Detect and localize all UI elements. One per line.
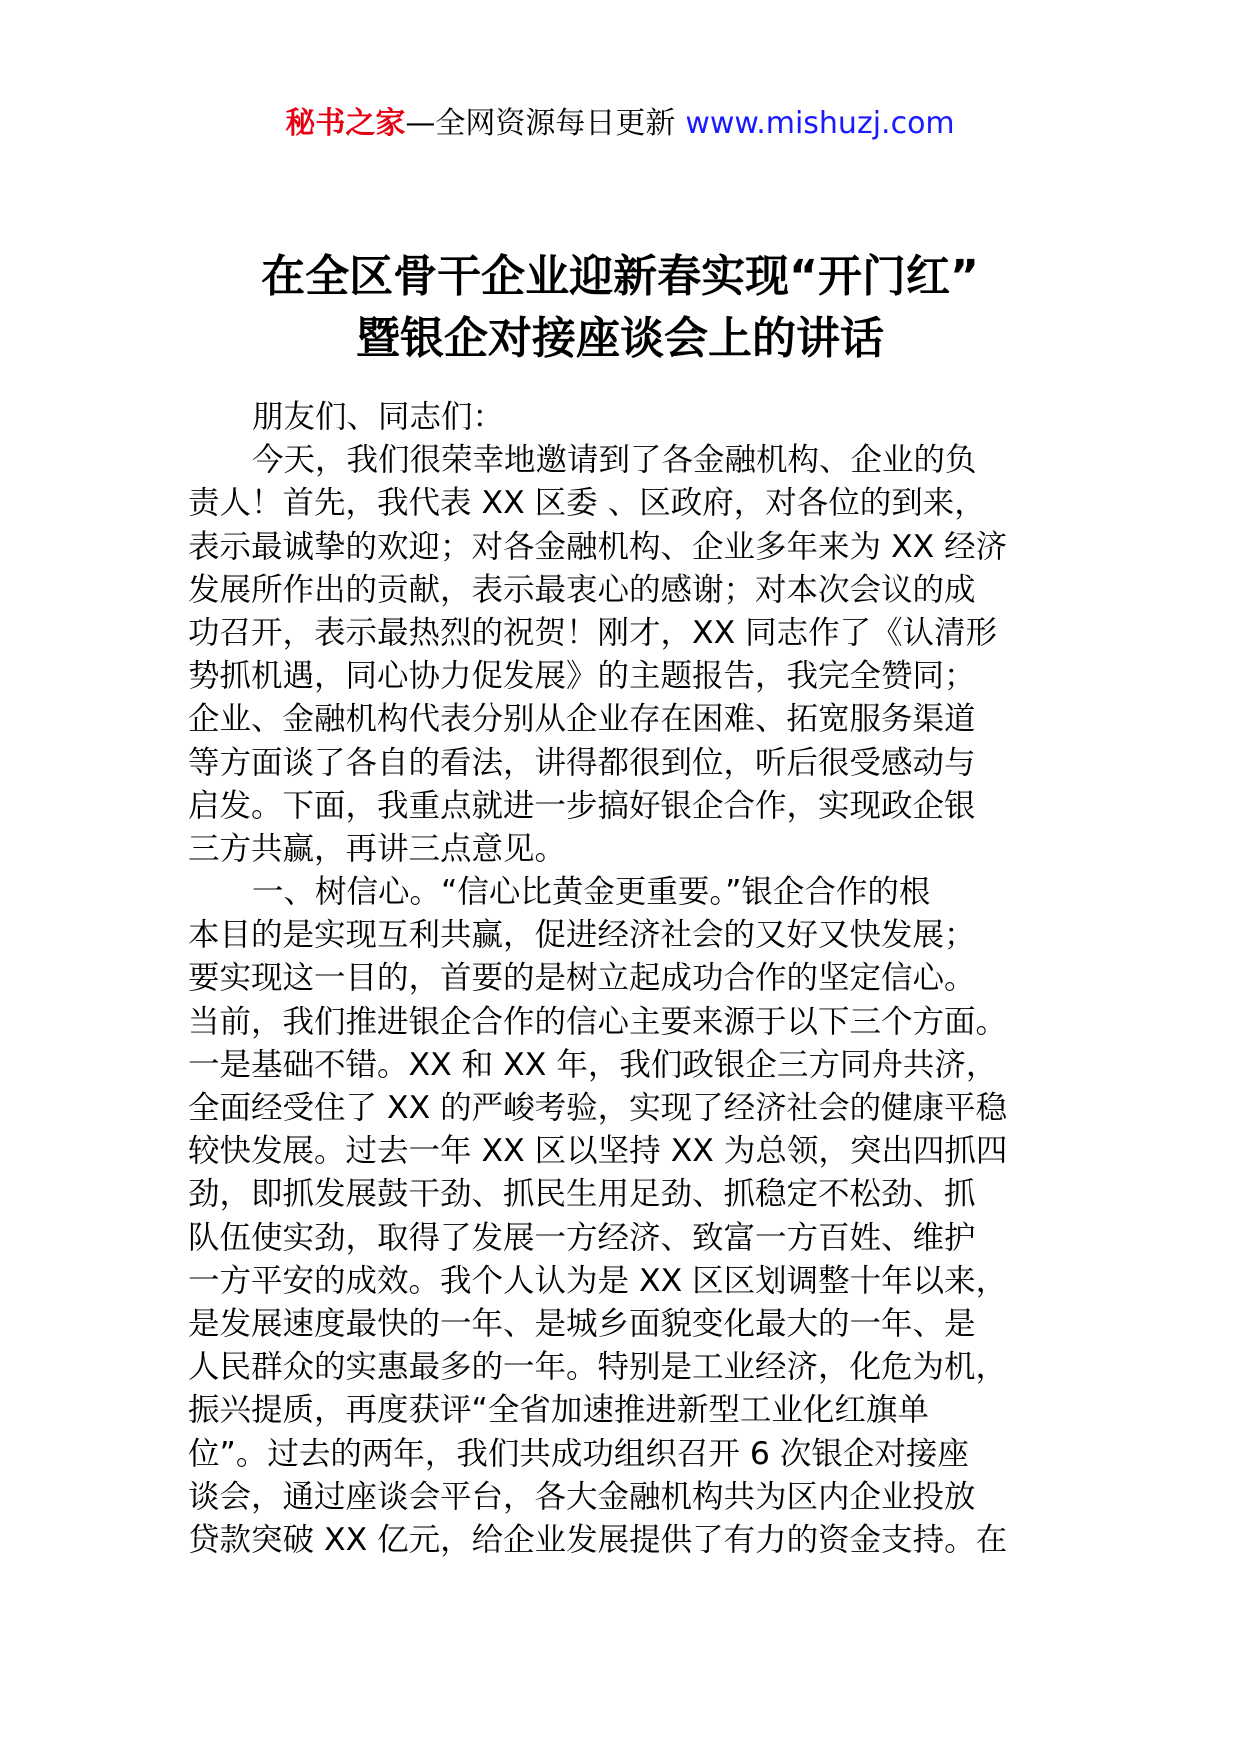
text-line: 一方平安的成效。我个人认为是 XX 区区划调整十年以来， xyxy=(188,1262,1008,1299)
text-line: 贷款突破 XX 亿元，给企业发展提供了有力的资金支持。在 xyxy=(188,1521,1008,1558)
text-line: 势抓机遇，同心协力促发展》的主题报告，我完全赞同； xyxy=(188,658,976,695)
text-line: 劲，即抓发展鼓干劲、抓民生用足劲、抓稳定不松劲、抓 xyxy=(188,1176,976,1213)
text-line: 今天，我们很荣幸地邀请到了各金融机构、企业的负 xyxy=(252,442,977,479)
text-line: 是发展速度最快的一年、是城乡面貌变化最大的一年、是 xyxy=(188,1305,976,1342)
text-line: 表示最诚挚的欢迎；对各金融机构、企业多年来为 XX 经济 xyxy=(188,528,1008,565)
site-link[interactable]: www.mishuzj.com xyxy=(685,106,955,141)
text-line: 功召开，表示最热烈的祝贺！刚才，XX 同志作了《认清形 xyxy=(188,614,998,651)
text-line: 发展所作出的贡献，表示最衷心的感谢；对本次会议的成 xyxy=(188,571,976,608)
text-line: 队伍使实劲，取得了发展一方经济、致富一方百姓、维护 xyxy=(188,1219,976,1256)
header-slogan: —全网资源每日更新 xyxy=(405,106,676,141)
brand-name: 秘书之家 xyxy=(285,106,406,141)
document-title xyxy=(0,246,1240,370)
text-line: 较快发展。过去一年 XX 区以坚持 XX 为总领，突出四抓四 xyxy=(188,1133,1008,1170)
text-line: 振兴提质，再度获评“全省加速推进新型工业化红旗单 xyxy=(188,1392,929,1429)
text-line: 企业、金融机构代表分别从企业存在困难、拓宽服务渠道 xyxy=(188,701,976,738)
text-line: 要实现这一目的，首要的是树立起成功合作的坚定信心。 xyxy=(188,960,976,997)
text-line: 全面经受住了 XX 的严峻考验，实现了经济社会的健康平稳 xyxy=(188,1090,1008,1126)
text-line: 等方面谈了各自的看法，讲得都很到位，听后很受感动与 xyxy=(188,744,976,781)
title-line: 在全区骨干企业迎新春实现“开门红” xyxy=(261,251,979,302)
text-line: 三方共赢，再讲三点意见。 xyxy=(188,830,567,867)
document-body xyxy=(188,396,1058,1562)
text-line: 谈会，通过座谈会平台，各大金融机构共为区内企业投放 xyxy=(188,1478,976,1515)
text-line: 位”。过去的两年，我们共成功组织召开 6 次银企对接座 xyxy=(188,1435,969,1472)
text-line: 本目的是实现互利共赢，促进经济社会的又好又快发展； xyxy=(188,917,976,954)
title-line: 暨银企对接座谈会上的讲话 xyxy=(356,313,884,364)
watermark-header xyxy=(0,104,1240,144)
text-line: 启发。下面，我重点就进一步搞好银企合作，实现政企银 xyxy=(188,787,976,824)
text-line: 人民群众的实惠最多的一年。特别是工业经济，化危为机， xyxy=(188,1349,1008,1386)
text-line: 一是基础不错。XX 和 XX 年，我们政银企三方同舟共济， xyxy=(188,1046,998,1083)
salutation: 朋友们、同志们： xyxy=(252,399,505,435)
text-line: 责人！首先，我代表 XX 区委 、区政府，对各位的到来， xyxy=(188,485,986,522)
section-heading-line: 一、树信心。“信心比黄金更重要。”银企合作的根 xyxy=(252,874,931,911)
text-line: 当前，我们推进银企合作的信心主要来源于以下三个方面。 xyxy=(188,1003,1008,1040)
